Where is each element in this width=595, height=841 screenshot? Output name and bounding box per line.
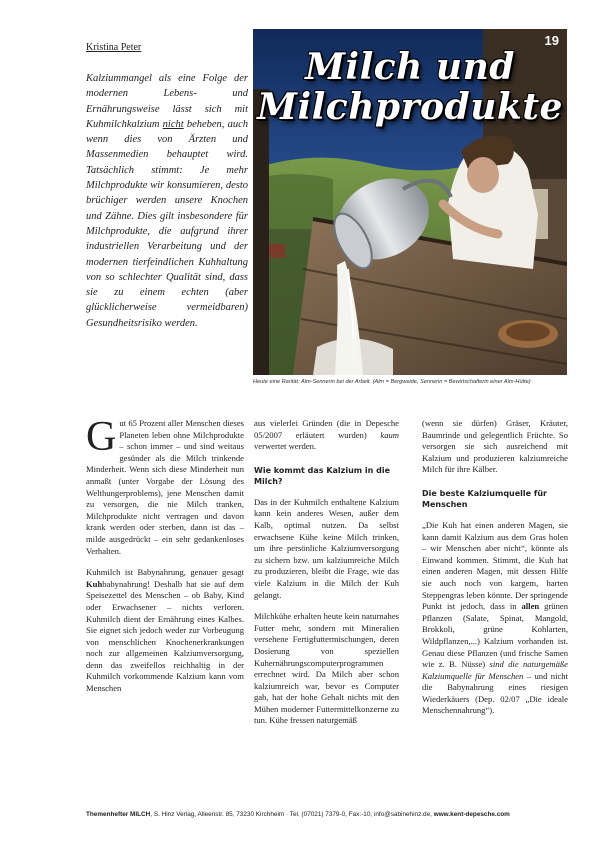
continuation-paragraph (254, 418, 399, 453)
page-footer (86, 811, 576, 818)
author-name: Kristina Peter (86, 42, 142, 53)
lead-part-2: beheben, auch wenn dies von Ärzten und Massenmedien behauptet wird. Tatsächlich stimmt: Je mehr Milchprodukte wir konsumieren, desto brüchiger werden unsere Knochen und Zähne. Dies gilt insbesondere für Milchprodukte, die aufgrund ihrer industriellen Verarbeitung und der modernen tierfeindlichen Kuhhaltung von so schlechter Qualität sind, dass sie zu einem echten (aber glücklicherweise vermeidbaren) Gesundheitsrisiko werden. (86, 118, 248, 329)
magen-italic: sind die naturgemäße Kalziumquelle für Menschen (422, 659, 568, 681)
footer-website-link[interactable]: www.kent-depesche.com (433, 811, 510, 818)
body-column-1 (86, 414, 244, 705)
page-number: 19 (544, 33, 559, 48)
graeser-paragraph: (wenn sie dürfen) Gräser, Kräuter, Baumrinde und gelegentlich Früchte. So versorgen sie sich ausreichend mit Kalzium und produzieren kalziumreiche Milch für ihre Kälber. (422, 418, 568, 475)
intro-paragraph (86, 414, 244, 557)
footer-address: , S. Hinz Verlag, Alleenstr. 85, 73230 Kirchheim · Tel. (07021) 7379-0, Fax:-10, info@sabinehinz.de, (150, 811, 434, 818)
futter-paragraph: Milchkühe erhalten heute kein naturnahes Futter mehr, sondern mit Mineralien versehene Fertigfuttermischungen, deren Dosierung von speziellen Kuhernährungscomputerprogrammen errechnet wird. Da Milch aber schon kalziumreich war, bevor es Computer gab, hat der hohe Gehalt nichts mit den Mühen moderner Futtermittelkonzerne zu tun. Kühe fressen naturgemäß (254, 611, 399, 726)
section-heading-kalzium: Wie kommt das Kalzium in die Milch? (254, 465, 391, 486)
babynahrung-text-c: babynahrung! Deshalb hat sie auf dem Speisezettel des Menschen – ob Baby, Kind oder Erwachsener – nichts verloren. Kuhmilch dient der Ernährung eines Kalbes. Sie eignet sich jedoch weder zur Vorbeugung von menschlichen Knochenerkrankungen noch zur allgemeinen Kalziumversorgung, denn das zweifellos reichhaltig in der Kuhmilch vorkommende Kalzium kann vom Menschen (86, 578, 244, 694)
body-column-3 (422, 418, 568, 727)
magen-text-c: grünen Pflanzen (Salate, Spinat, Mangold, Brokkoli, grüne Kohlarten, Wildpflanzen,...) Kalzium vorhanden ist. Genau diese Pflanzen (und frische Samen wie z. B. Nüsse) (422, 601, 568, 670)
lead-paragraph (86, 71, 248, 331)
page-title-line-2: Milchprodukte (257, 86, 563, 128)
intro-text: ut 65 Prozent aller Menschen dieses Planeten leben ohne Milchprodukte – schon immer – und sind weitaus gesünder als die Milch trinkende Minderheit. Wenn sich diese Minderheit nun anmaßt (unter Vorgabe der Lösung des Welthungerproblems), jene Menschen damit zu versorgen, die nie Milch tranken, Milchprodukte nicht vertragen und davon krank werden oder sterben, dann ist das – milde ausgedrückt – ein sehr gedankenloses Verhalten. (86, 418, 244, 556)
section-heading-kalziumquelle: Die beste Kalziumquelle für Menschen (422, 488, 547, 509)
lead-part-1: Kalziummangel als eine Folge der modernen Lebens- und Ernährungsweise lässt sich mit Kuhmilchkalzium (86, 73, 248, 130)
drop-cap: G (86, 414, 117, 460)
magen-text-a: „Die Kuh hat einen anderen Magen, sie kann damit Kalzium aus dem Gras holen – wir Menschen aber nicht“, könnte als Einwand kommen. Stimmt, die Kuh hat einen anderen Magen, mit dessen Hilfe sie auch noch von kargem, harten Steppengras leben könnte. Der springende Punkt ist jedoch, dass in (422, 519, 568, 612)
page-title-line-1: Milch und (305, 46, 515, 88)
header-photo (253, 29, 567, 375)
magen-paragraph (422, 520, 568, 717)
continuation-italic: kaum (380, 429, 399, 440)
lead-underlined-word: nicht (162, 118, 184, 130)
photo-caption: Heute eine Rarität: Alm-Sennerin bei der Arbeit. (Alm = Bergweide, Sennerin = Bewirtschafterin einer Alm-Hütte) (253, 379, 531, 385)
babynahrung-bold: Kuh (86, 578, 103, 589)
footer-publication: Themenhefter MILCH (86, 811, 151, 818)
kalb-paragraph: Das in der Kuhmilch enthaltene Kalzium kann kein anderes Wesen, außer dem Kalb, optimal nutzen. Da selbst erwachsene Kühe keine Milch trinken, um ihre persönliche Kalziumversorgung zu sichern bzw. um kalziumreiche Milch zu produzieren, bleibt die Frage, wie das viele Kalzium in die Milch der Kuh gelangt. (254, 496, 399, 600)
magen-bold: allen (521, 601, 540, 612)
magen-text-e: – und nicht die Babynahrung eines riesigen Wiederkäuers (Dep. 02/07 „Die ideale Menschennahrung“). (422, 670, 568, 716)
babynahrung-paragraph (86, 567, 244, 695)
continuation-text-c: verwertet werden. (254, 441, 317, 452)
body-column-2 (254, 418, 399, 737)
page-title (253, 47, 567, 127)
continuation-text-a: aus vielerlei Gründen (die in Depesche 05/2007 erläutert wurden) (254, 418, 399, 440)
babynahrung-text-a: Kuhmilch ist Babynahrung, genauer gesagt (86, 567, 244, 578)
